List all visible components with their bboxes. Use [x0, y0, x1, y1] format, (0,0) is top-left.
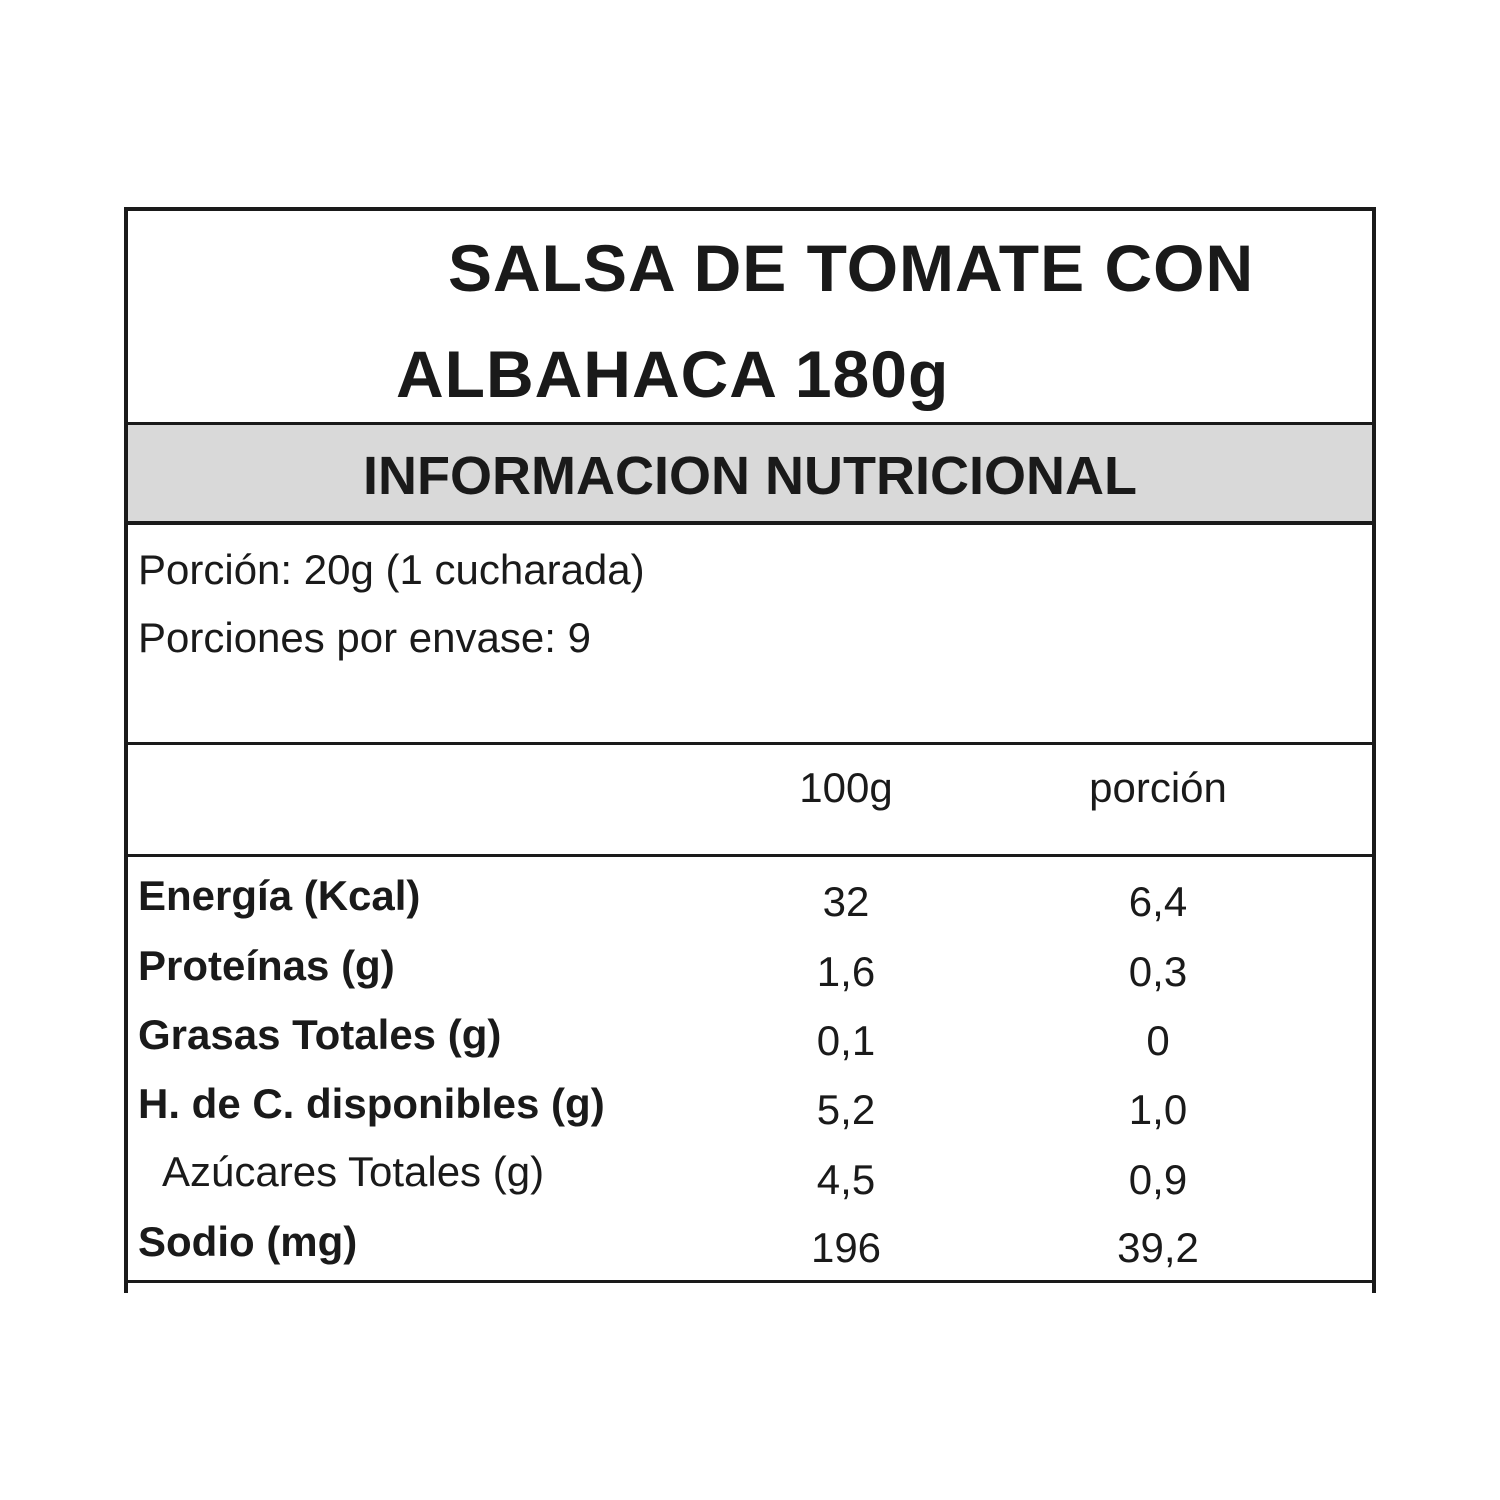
- nutrient-row-total-sugars: [128, 1135, 1372, 1205]
- nutrient-value-100g: 5,2: [816, 1086, 876, 1133]
- column-header-100g: 100g: [799, 764, 893, 811]
- nutrient-row-total-fat: [128, 996, 1372, 1066]
- servings-per-container: Porciones por envase: 9: [138, 614, 591, 661]
- nutrition-header-band: [128, 425, 1372, 525]
- nutrition-header-title: INFORMACION NUTRICIONAL: [363, 446, 1137, 506]
- product-title-line1: SALSA DE TOMATE CON: [448, 231, 1255, 305]
- product-title-line2: ALBAHACA 180g: [396, 337, 950, 411]
- nutrient-label: Energía (Kcal): [138, 872, 421, 919]
- nutrient-value-100g: 4,5: [816, 1156, 876, 1203]
- nutrient-row-protein: [128, 927, 1372, 997]
- nutrient-row-sodium: [128, 1203, 1372, 1273]
- serving-info: [128, 525, 1372, 745]
- nutrition-label: [124, 207, 1376, 1293]
- nutrient-label: Proteínas (g): [138, 942, 395, 989]
- nutrient-value-100g: 0,1: [816, 1017, 876, 1064]
- nutrient-label: Azúcares Totales (g): [162, 1148, 545, 1195]
- serving-size: Porción: 20g (1 cucharada): [138, 546, 645, 593]
- column-header-row: [128, 745, 1372, 857]
- nutrient-value-portion: 1,0: [1128, 1086, 1188, 1133]
- nutrient-row-carbohydrates: [128, 1065, 1372, 1135]
- nutrient-label: H. de C. disponibles (g): [138, 1080, 605, 1127]
- nutrient-value-portion: 0,9: [1128, 1156, 1188, 1203]
- product-title-block: [128, 211, 1372, 425]
- nutrient-value-portion: 0,3: [1128, 948, 1188, 995]
- nutrient-label: Sodio (mg): [138, 1218, 358, 1265]
- nutrient-row-energy: [128, 857, 1372, 927]
- column-header-portion: porción: [1089, 764, 1227, 811]
- nutrient-value-100g: 196: [810, 1224, 882, 1271]
- nutrient-value-portion: 39,2: [1117, 1224, 1199, 1271]
- nutrient-value-100g: 1,6: [816, 948, 876, 995]
- nutrient-table: [128, 857, 1372, 1283]
- nutrient-label: Grasas Totales (g): [138, 1011, 502, 1058]
- nutrient-value-portion: 0: [1146, 1017, 1170, 1064]
- nutrient-value-portion: 6,4: [1128, 878, 1188, 925]
- nutrient-value-100g: 32: [822, 878, 870, 925]
